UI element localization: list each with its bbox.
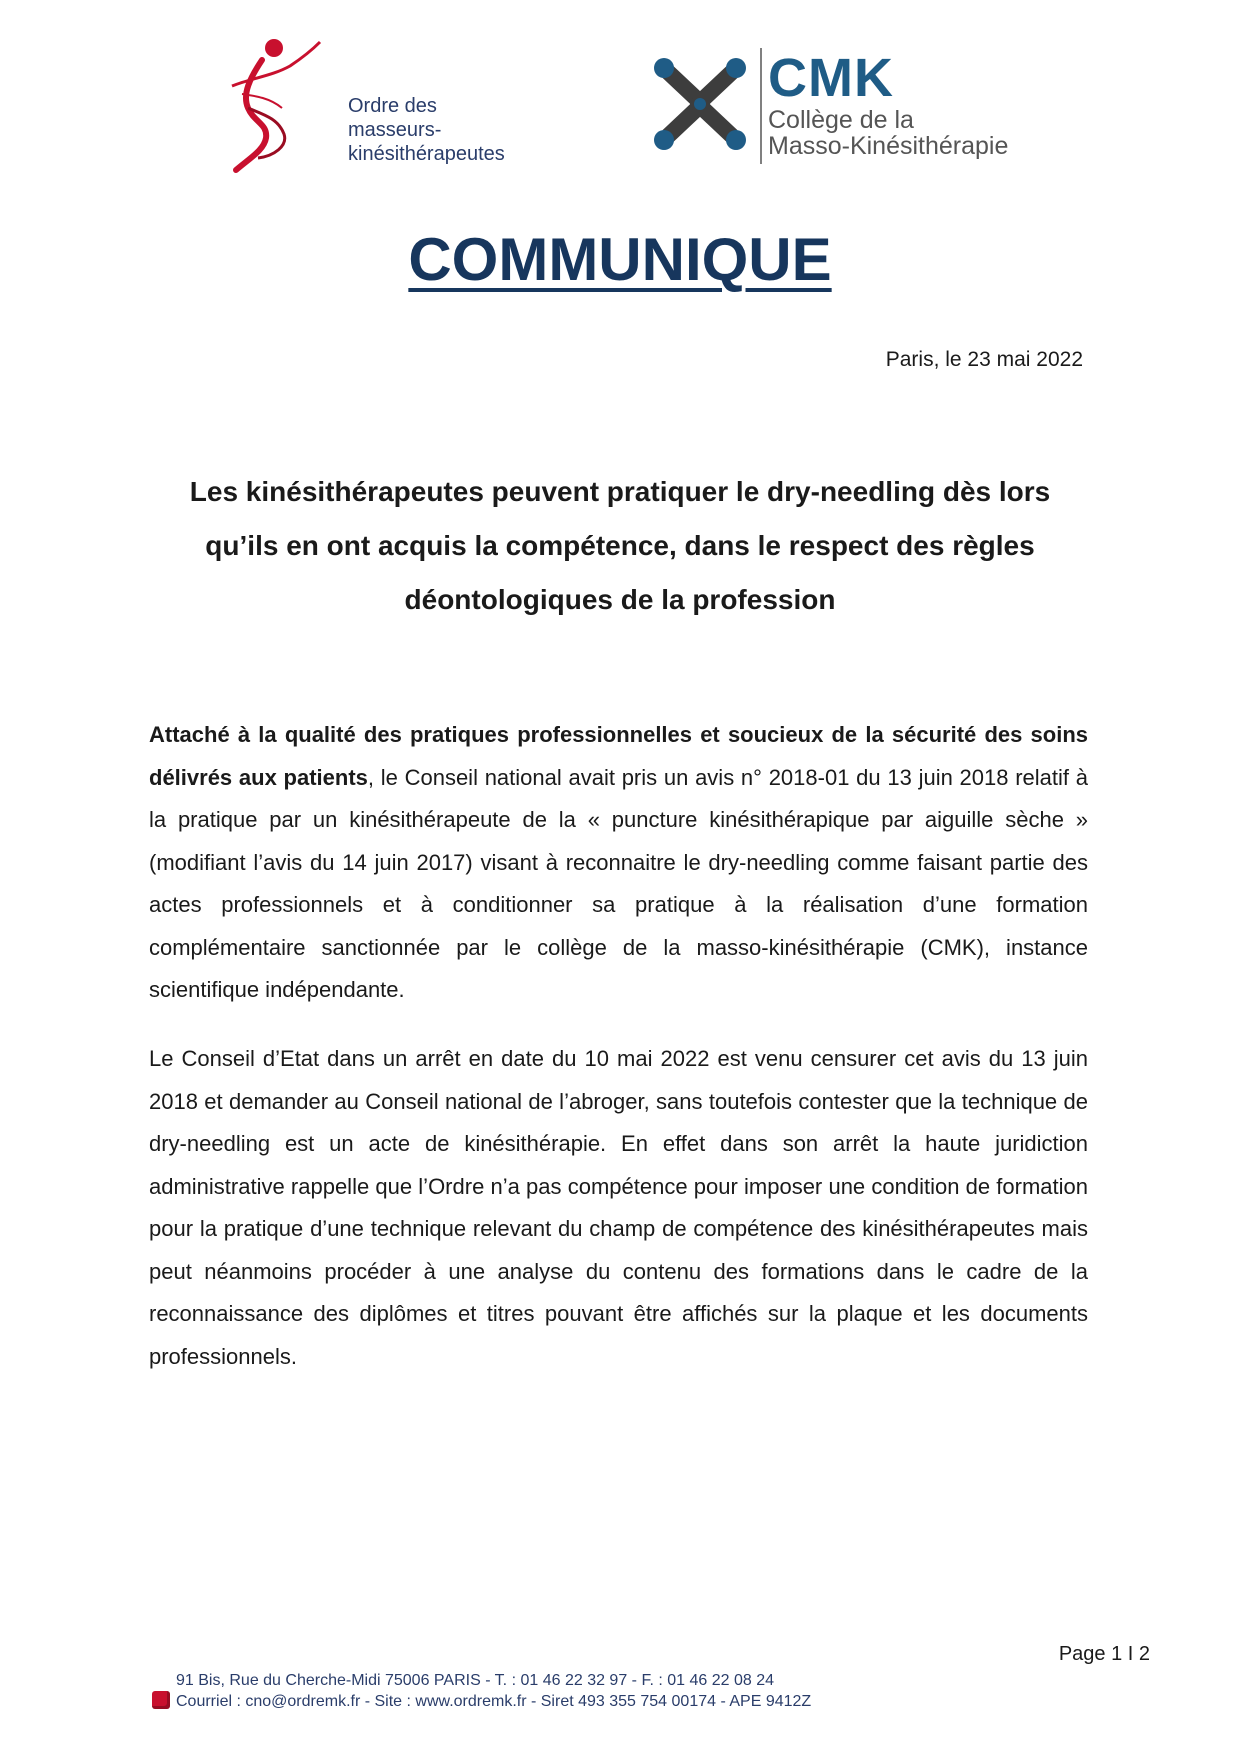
paragraph-1 [149, 714, 1088, 1012]
ordre-logo-line2: masseurs-kinésithérapeutes [348, 119, 505, 165]
headline: Les kinésithérapeutes peuvent pratiquer le dry-needling dès lors qu’ils en ont acquis la compétence, dans le respect des règles déontologiques de la profession [189, 476, 1051, 615]
ordre-figure-icon [222, 38, 332, 178]
paragraph-2: Le Conseil d’Etat dans un arrêt en date du 10 mai 2022 est venu censurer cet avis du 13 juin 2018 et demander au Conseil national de l’abroger, sans toutefois contester que la technique de dry-needling est un acte de kinésithérapie. En effet dans son arrêt la haute juridiction administrative rappelle que l’Ordre n’a pas compétence pour imposer une condition de formation pour la pratique d’une technique relevant du champ de compétence des kinésithérapeutes mais peut néanmoins procéder à une analyse du contenu des formations dans le cadre de la reconnaissance des diplômes et titres pouvant être affichés sur la plaque et les documents professionnels. [149, 1046, 1088, 1369]
footer-square-icon [152, 1691, 170, 1709]
footer [152, 1670, 811, 1712]
cmk-acronym: CMK [768, 48, 894, 108]
ordre-logo-text [348, 94, 582, 166]
paragraph-1-rest: , le Conseil national avait pris un avis n° 2018-01 du 13 juin 2018 relatif à la pratique par un kinésithérapeute de la « puncture kinésithérapique par aiguille sèche » (modifiant l’avis du 14 juin 2017) visant à reconnaitre le dry-needling comme faisant partie des actes professionnels et à conditionner sa pratique à la réalisation d’une formation complémentaire sanctionnée par le collège de la masso-kinésithérapie (CMK), instance scientifique indépendante. [149, 764, 1088, 1002]
ordre-logo-line1: Ordre des [348, 95, 437, 117]
cmk-line2: Masso-Kinésithérapie [768, 132, 1009, 160]
document-title: COMMUNIQUE [408, 226, 832, 293]
cmk-divider [760, 48, 762, 164]
document-date: Paris, le 23 mai 2022 [885, 348, 1083, 371]
page-number: Page 1 I 2 [1058, 1643, 1150, 1665]
paragraph-1-lead: Attaché à la qualité des pratiques professionnelles et soucieux de la sécurité des soins délivrés aux patients [149, 722, 1088, 790]
cmk-line1: Collège de la [768, 106, 914, 134]
cmk-emblem-icon [650, 54, 750, 154]
ordre-logo [222, 38, 582, 178]
footer-contact: Courriel : cno@ordremk.fr - Site : www.ordremk.fr - Siret 493 355 754 00174 - APE 9412Z [176, 1693, 812, 1710]
footer-contact-line [152, 1691, 811, 1712]
cmk-logo [650, 44, 1030, 164]
footer-address: 91 Bis, Rue du Cherche-Midi 75006 PARIS - T. : 01 46 22 32 97 - F. : 01 46 22 08 24 [176, 1672, 774, 1689]
